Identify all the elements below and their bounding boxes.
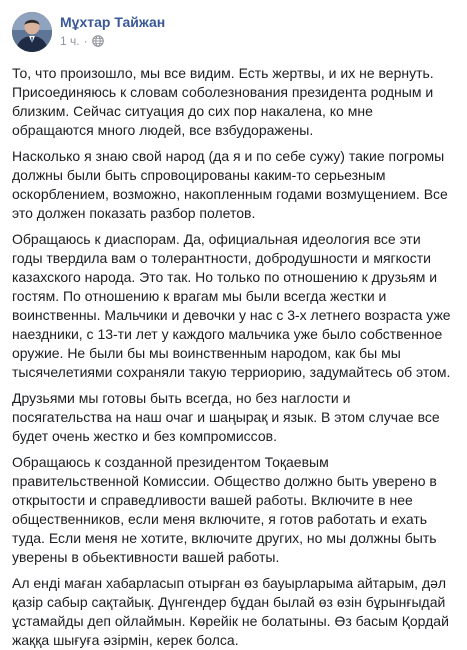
avatar-photo <box>12 12 52 52</box>
author-name-link[interactable]: Мұхтар Тайжан <box>60 14 166 30</box>
post-header <box>12 12 455 56</box>
post-subline <box>60 33 165 49</box>
meta-separator: · <box>83 34 88 48</box>
post-paragraph: То, что произошло, мы все видим. Есть жертвы, и их не вернуть. Присоединяюсь к словам соболезнования президента родным и близким. Сейчас ситуация до сих пор накалена, ко мне обращаются много людей, все взбудоражены. <box>12 65 434 138</box>
post-paragraph: Обращаюсь к созданной президентом Тоқаевым правительственной Комиссии. Общество должно быть уверено в открытости и справедливости вашей работы. Включите в нее общественников, если меня включите, я готов работать и ехать туда. Если меня не хотите, включите других, но мы должны быть уверены в обьективности вашей работы. <box>12 454 437 565</box>
post-paragraph: Друзьями мы готовы быть всегда, но без наглости и посягательства на наш очаг и шаңырақ и язык. В этом случае все будет очень жестко и без компромиссов. <box>12 390 440 444</box>
post-meta <box>60 12 165 49</box>
globe-icon[interactable] <box>92 35 104 47</box>
author-avatar[interactable] <box>12 12 52 52</box>
post-body <box>12 64 455 650</box>
post-paragraph: Ал енді маған хабарласып отырған өз бауырларыма айтарым, дәл қазір сабыр сақтайық. Дүнгендер бұдан былай өз өзін бұрынғыдай ұстамайды деп ойлаймын. Көрейік не болатыны. Өз басым Қордай жаққа шығуға әзірмін, керек болса. <box>12 575 449 648</box>
post-paragraph: Обращаюсь к диаспорам. Да, официальная идеология все эти годы твердила вам о толерантности, добродушности и мягкости казахского народа. Это так. Но только по отношению к друзьям и гостям. По отношению к врагам мы были всегда жестки и воинственны. Мальчики и девочки у нас с 3-х летнего возраста уже наездники, с 13-ти лет у каждого мальчика уже было собственное оружие. Не были бы мы воинственным народом, как бы мы тысячелетиями сохраняли такую терриорию, задумайтесь об этом. <box>12 231 451 380</box>
post-paragraph: Насколько я знаю свой народ (да я и по себе сужу) такие погромы должны были быть спровоцированы каким-то серьезным оскорблением, возможно, накопленным годами возмущением. Все это должен показать разбор полетов. <box>12 148 448 221</box>
post-timestamp-link[interactable]: 1 ч. <box>60 34 80 48</box>
